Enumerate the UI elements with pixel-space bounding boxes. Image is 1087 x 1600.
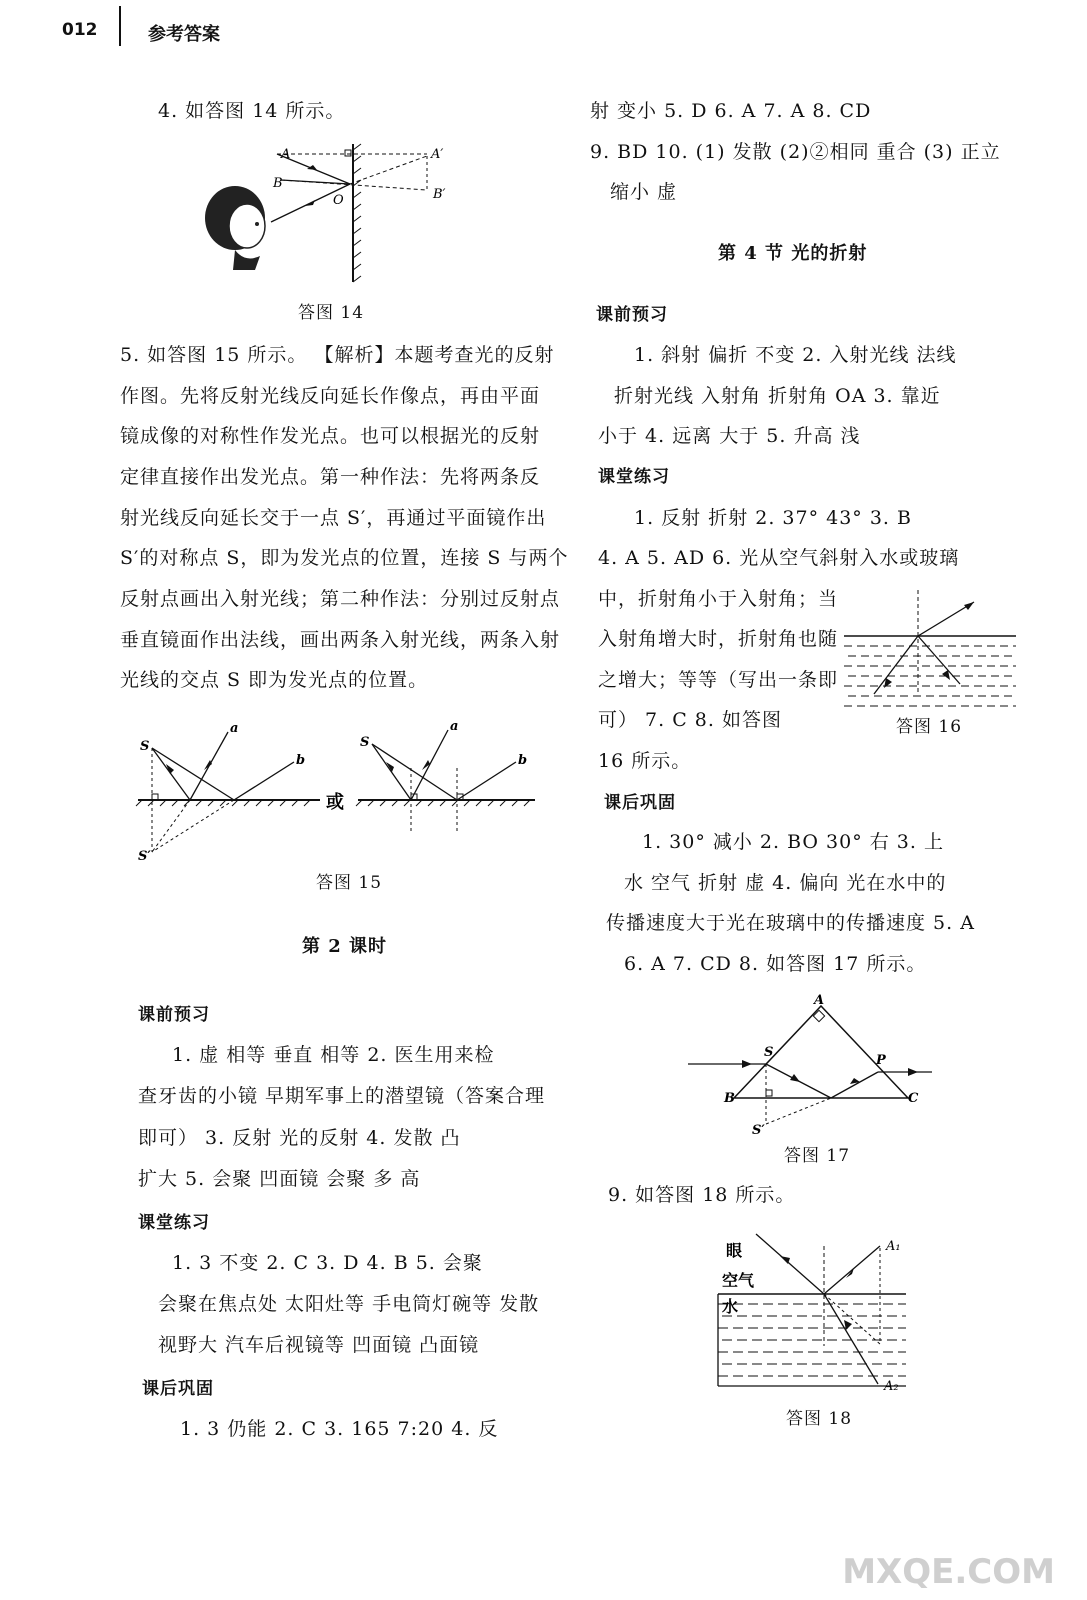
figure-17	[686, 994, 936, 1140]
right-class-wrap-1: 中，折射角小于入射角；当	[598, 588, 839, 610]
fig14-label-a-prime: A′	[431, 147, 444, 162]
header-divider	[119, 6, 121, 46]
figure-14	[195, 138, 465, 286]
left-class-line-1: 1. 3 不变 2. C 3. D 4. B 5. 会聚	[172, 1252, 483, 1274]
fig17-caption: 答图 17	[784, 1146, 851, 1166]
right-after-line-4: 6. A 7. CD 8. 如答图 17 所示。	[624, 953, 927, 975]
right-preview-line-1: 1. 斜射 偏折 不变 2. 入射光线 法线	[634, 344, 957, 366]
right-class-wrap-3: 之增大；等等（写出一条即	[598, 669, 839, 691]
right-after-line-2: 水 空气 折射 虚 4. 偏向 光在水中的	[624, 872, 947, 894]
right-class-wrap-4: 可） 7. C 8. 如答图	[598, 709, 782, 731]
fig15-label-s-1: S	[140, 739, 150, 754]
fig14-caption: 答图 14	[298, 303, 365, 323]
q5-line-3: 镜成像的对称性作发光点。也可以根据光的反射	[120, 425, 541, 447]
fig17-label-b: B	[724, 1091, 735, 1106]
left-class-title: 课堂练习	[138, 1213, 210, 1233]
left-class-line-2: 会聚在焦点处 太阳灶等 手电筒灯碗等 发散	[158, 1293, 540, 1315]
lesson2-title: 第 2 课时	[302, 936, 388, 957]
q5-line-4: 定律直接作出发光点。第一种作法：先将两条反	[120, 466, 541, 488]
fig15-label-s-2: S	[360, 735, 370, 750]
left-preview-line-1: 1. 虚 相等 垂直 相等 2. 医生用来检	[172, 1044, 495, 1066]
right-class-line-1: 1. 反射 折射 2. 37° 43° 3. B	[634, 507, 912, 529]
right-class-title: 课堂练习	[598, 467, 670, 487]
fig17-label-p: P	[876, 1053, 886, 1068]
header-title: 参考答案	[148, 24, 220, 45]
left-preview-title: 课前预习	[138, 1005, 210, 1025]
fig18-label-a2: A₂	[884, 1379, 899, 1394]
q5-line-5: 射光线反向延长交于一点 S′，再通过平面镜作出	[120, 507, 547, 529]
section4-title: 第 4 节 光的折射	[718, 243, 868, 264]
page-number: 012	[62, 20, 98, 40]
right-after-line-1: 1. 30° 减小 2. BO 30° 右 3. 上	[642, 831, 944, 853]
q5-line-8: 垂直镜面作出法线，画出两条入射光线，两条入射	[120, 629, 561, 651]
fig18-label-a1: A₁	[886, 1239, 901, 1254]
fig14-label-a: A	[281, 147, 291, 162]
right-top-line-1: 射 变小 5. D 6. A 7. A 8. CD	[590, 100, 872, 122]
right-preview-line-3: 小于 4. 远离 大于 5. 升高 浅	[598, 425, 861, 447]
right-top-line-2: 9. BD 10. (1) 发散 (2)②相同 重合 (3) 正立	[590, 141, 1001, 163]
person-head	[205, 186, 265, 270]
fig15-label-b-2: b	[518, 753, 528, 768]
left-after-line-1: 1. 3 仍能 2. C 3. 165 7:20 4. 反	[180, 1418, 499, 1440]
q5-line-1: 5. 如答图 15 所示。 【解析】本题考查光的反射	[120, 344, 555, 366]
figure-15	[130, 716, 550, 866]
fig15-or-text: 或	[326, 792, 344, 813]
right-top-line-3: 缩小 虚	[610, 181, 678, 203]
fig18-caption: 答图 18	[786, 1409, 853, 1429]
fig14-label-o: O	[333, 193, 344, 208]
fig17-label-s-prime: S′	[752, 1123, 765, 1138]
right-class-wrap-5: 16 所示。	[598, 750, 692, 772]
fig18-label-water: 水	[722, 1297, 739, 1316]
fig17-label-a: A	[814, 994, 825, 1008]
fig15-label-a-1: a	[230, 721, 239, 736]
fig15-label-s-prime: S′	[138, 849, 151, 864]
figure-16	[840, 588, 1020, 712]
left-preview-line-2: 查牙齿的小镜 早期军事上的潜望镜（答案合理	[138, 1085, 546, 1107]
fig14-label-b: B	[273, 176, 283, 191]
right-after-title: 课后巩固	[604, 793, 676, 813]
fig15-caption: 答图 15	[316, 873, 383, 893]
fig18-label-air: 空气	[722, 1271, 755, 1290]
fig14-label-b-prime: B′	[433, 187, 446, 202]
figure-18	[716, 1226, 916, 1394]
q5-line-6: S′的对称点 S，即为发光点的位置，连接 S 与两个	[120, 547, 569, 569]
fig15-label-a-2: a	[450, 719, 459, 734]
right-after-line-3: 传播速度大于光在玻璃中的传播速度 5. A	[606, 912, 975, 934]
left-preview-line-3: 即可） 3. 反射 光的反射 4. 发散 凸	[138, 1127, 461, 1149]
q5-line-2: 作图。先将反射光线反向延长作像点，再由平面	[120, 385, 541, 407]
right-class-wrap-2: 入射角增大时，折射角也随	[598, 628, 839, 650]
fig17-label-c: C	[908, 1091, 919, 1106]
watermark: MXQE.COM	[842, 1552, 1055, 1592]
right-preview-title: 课前预习	[596, 305, 668, 325]
fig16-caption: 答图 16	[896, 717, 963, 737]
q4-text: 4. 如答图 14 所示。	[158, 100, 346, 122]
q5-line-9: 光线的交点 S 即为发光点的位置。	[120, 669, 429, 691]
q9-text: 9. 如答图 18 所示。	[608, 1184, 796, 1206]
fig15-label-b-1: b	[296, 753, 306, 768]
q5-line-7: 反射点画出入射光线；第二种作法：分别过反射点	[120, 588, 561, 610]
left-class-line-3: 视野大 汽车后视镜等 凹面镜 凸面镜	[158, 1334, 480, 1356]
left-preview-line-4: 扩大 5. 会聚 凹面镜 会聚 多 高	[138, 1168, 421, 1190]
right-class-line-2: 4. A 5. AD 6. 光从空气斜射入水或玻璃	[598, 547, 960, 569]
right-preview-line-2: 折射光线 入射角 折射角 OA 3. 靠近	[614, 385, 941, 407]
fig18-label-eye: 眼	[726, 1241, 743, 1260]
fig17-label-s: S	[764, 1045, 774, 1060]
left-after-title: 课后巩固	[142, 1379, 214, 1399]
